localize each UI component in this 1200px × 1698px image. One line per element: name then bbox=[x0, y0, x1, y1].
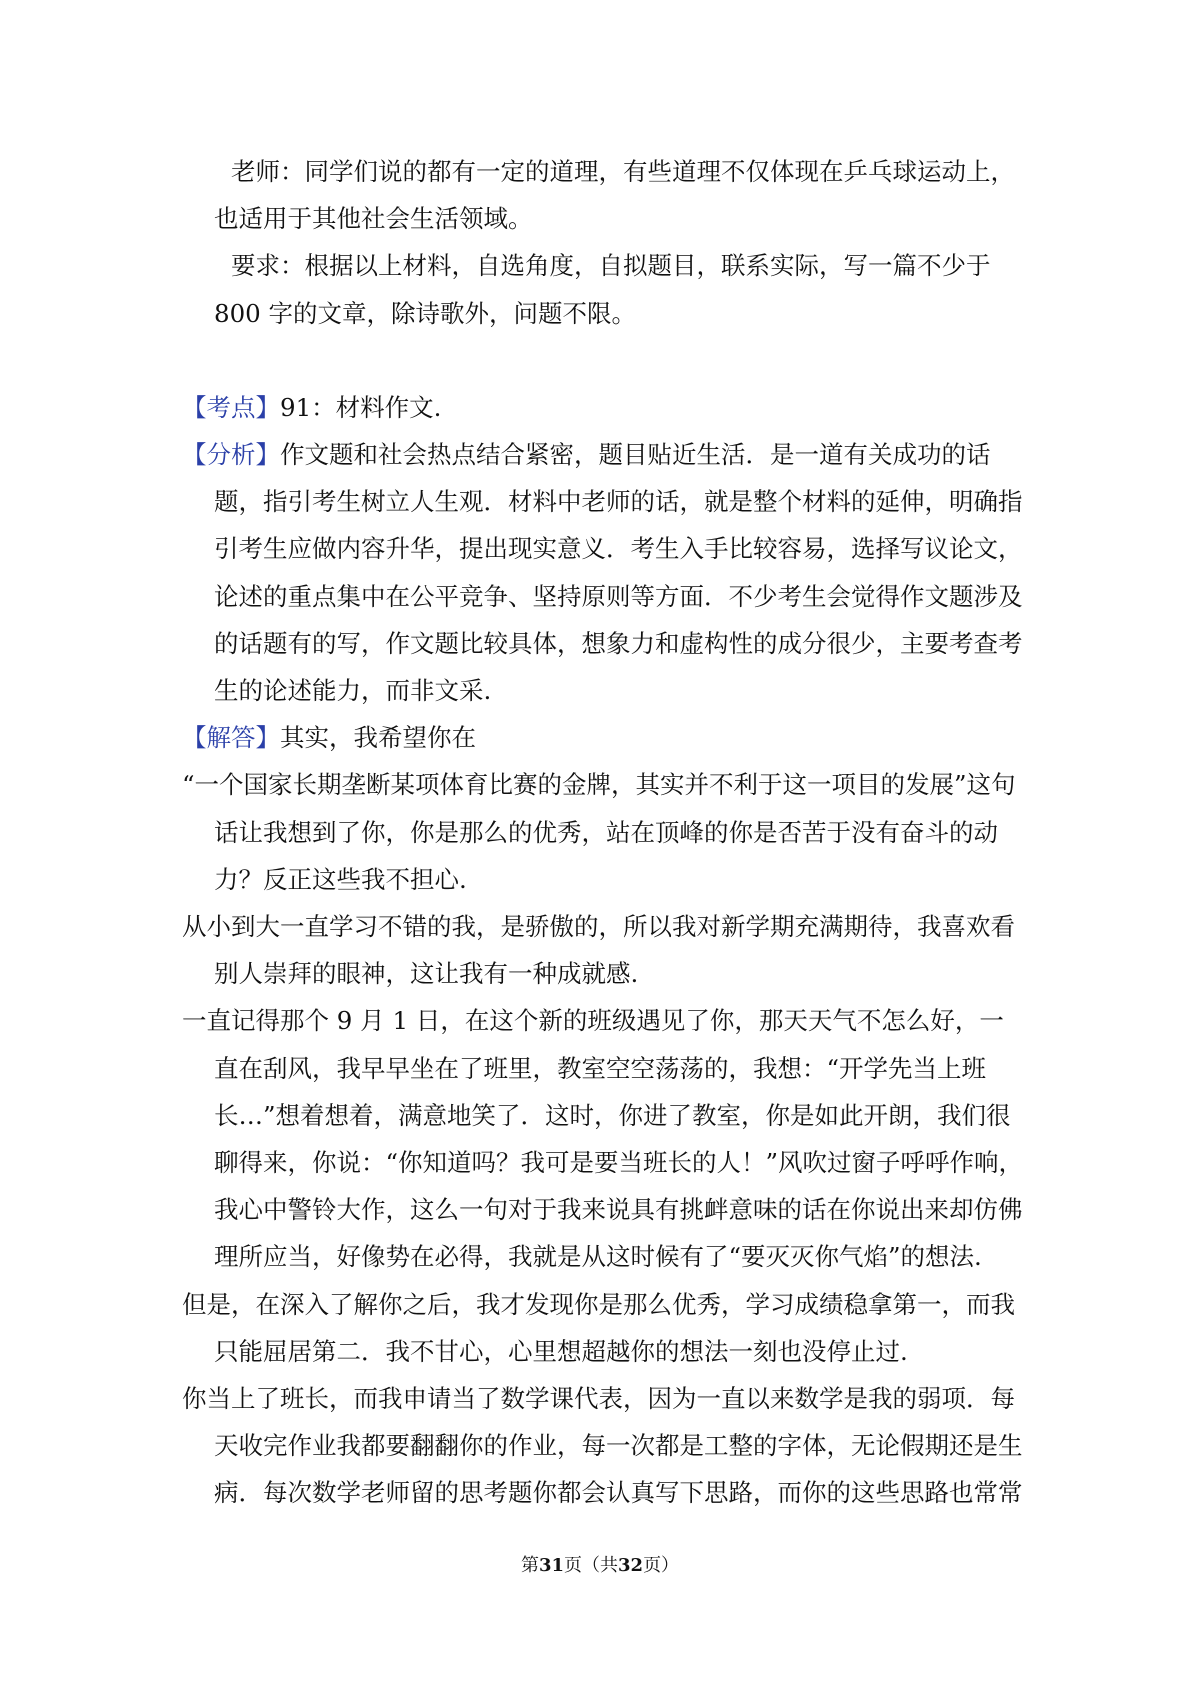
fenxi-section bbox=[182, 431, 1024, 714]
teacher-paragraph: 老师：同学们说的都有一定的道理，有些道理不仅体现在乒乓球运动上，也适用于其他社会生活领域。 bbox=[214, 157, 1015, 234]
jieda-text: 其实，我希望你在 bbox=[280, 723, 476, 753]
fenxi-tag: 【分析】 bbox=[182, 440, 280, 470]
footer-suffix: 页） bbox=[643, 1555, 680, 1576]
essay-paragraph: 从小到大一直学习不错的我，是骄傲的，所以我对新学期充满期待，我喜欢看别人崇拜的眼神，这让我有一种成就感. bbox=[182, 912, 1015, 989]
essay-paragraph: “一个国家长期垄断某项体育比赛的金牌，其实并不利于这一项目的发展”这句话让我想到了你，你是那么的优秀，站在顶峰的你是否苦于没有奋斗的动力？反正这些我不担心. bbox=[182, 770, 1016, 894]
spacer bbox=[182, 337, 1024, 384]
kaodian-text: 91：材料作文. bbox=[280, 392, 442, 422]
essay-paragraph: 但是，在深入了解你之后，我才发现你是那么优秀，学习成绩稳拿第一，而我只能屈居第二．我不甘心，心里想超越你的想法一刻也没停止过. bbox=[182, 1289, 1015, 1366]
fenxi-text: 作文题和社会热点结合紧密，题目贴近生活．是一道有关成功的话题，指引考生树立人生观．材料中老师的话，就是整个材料的延伸，明确指引考生应做内容升华，提出现实意义．考生入手比较容易，选择写议论文，论述的重点集中在公平竞争、坚持原则等方面．不少考生会觉得作文题涉及的话题有的写，作文题比较具体，想象力和虚构性的成分很少，主要考查考生的论述能力，而非文采. bbox=[214, 440, 1023, 706]
document-body bbox=[182, 148, 1024, 1517]
kaodian-section bbox=[182, 384, 1024, 431]
kaodian-tag: 【考点】 bbox=[182, 392, 280, 422]
footer-prefix: 第 bbox=[520, 1555, 539, 1576]
footer-middle: 页（共 bbox=[564, 1555, 618, 1576]
footer-total-pages: 32 bbox=[618, 1555, 644, 1576]
page-footer bbox=[0, 1551, 1200, 1577]
essay-paragraph: 一直记得那个 9 月 1 日，在这个新的班级遇见了你，那天天气不怎么好，一直在刮风，我早早坐在了班里，教室空空荡荡的，我想：“开学先当上班长…”想着想着，满意地笑了．这时，你进了教室，你是如此开朗，我们很聊得来，你说：“你知道吗？我可是要当班长的人！”风吹过窗子呼呼作响，我心中警铃大作，这么一句对于我来说具有挑衅意味的话在你说出来却仿佛理所应当，好像势在必得，我就是从这时候有了“要灭灭你气焰”的想法. bbox=[182, 1006, 1024, 1272]
requirement-paragraph: 要求：根据以上材料，自选角度，自拟题目，联系实际，写一篇不少于 800 字的文章，除诗歌外，问题不限。 bbox=[214, 251, 991, 328]
footer-page-number: 31 bbox=[538, 1555, 564, 1576]
jieda-section bbox=[182, 714, 1024, 761]
essay-paragraph: 你当上了班长，而我申请当了数学课代表，因为一直以来数学是我的弱项．每天收完作业我都要翻翻你的作业，每一次都是工整的字体，无论假期还是生病．每次数学老师留的思考题你都会认真写下思路，而你的这些思路也常常 bbox=[182, 1384, 1023, 1508]
jieda-tag: 【解答】 bbox=[182, 723, 280, 753]
